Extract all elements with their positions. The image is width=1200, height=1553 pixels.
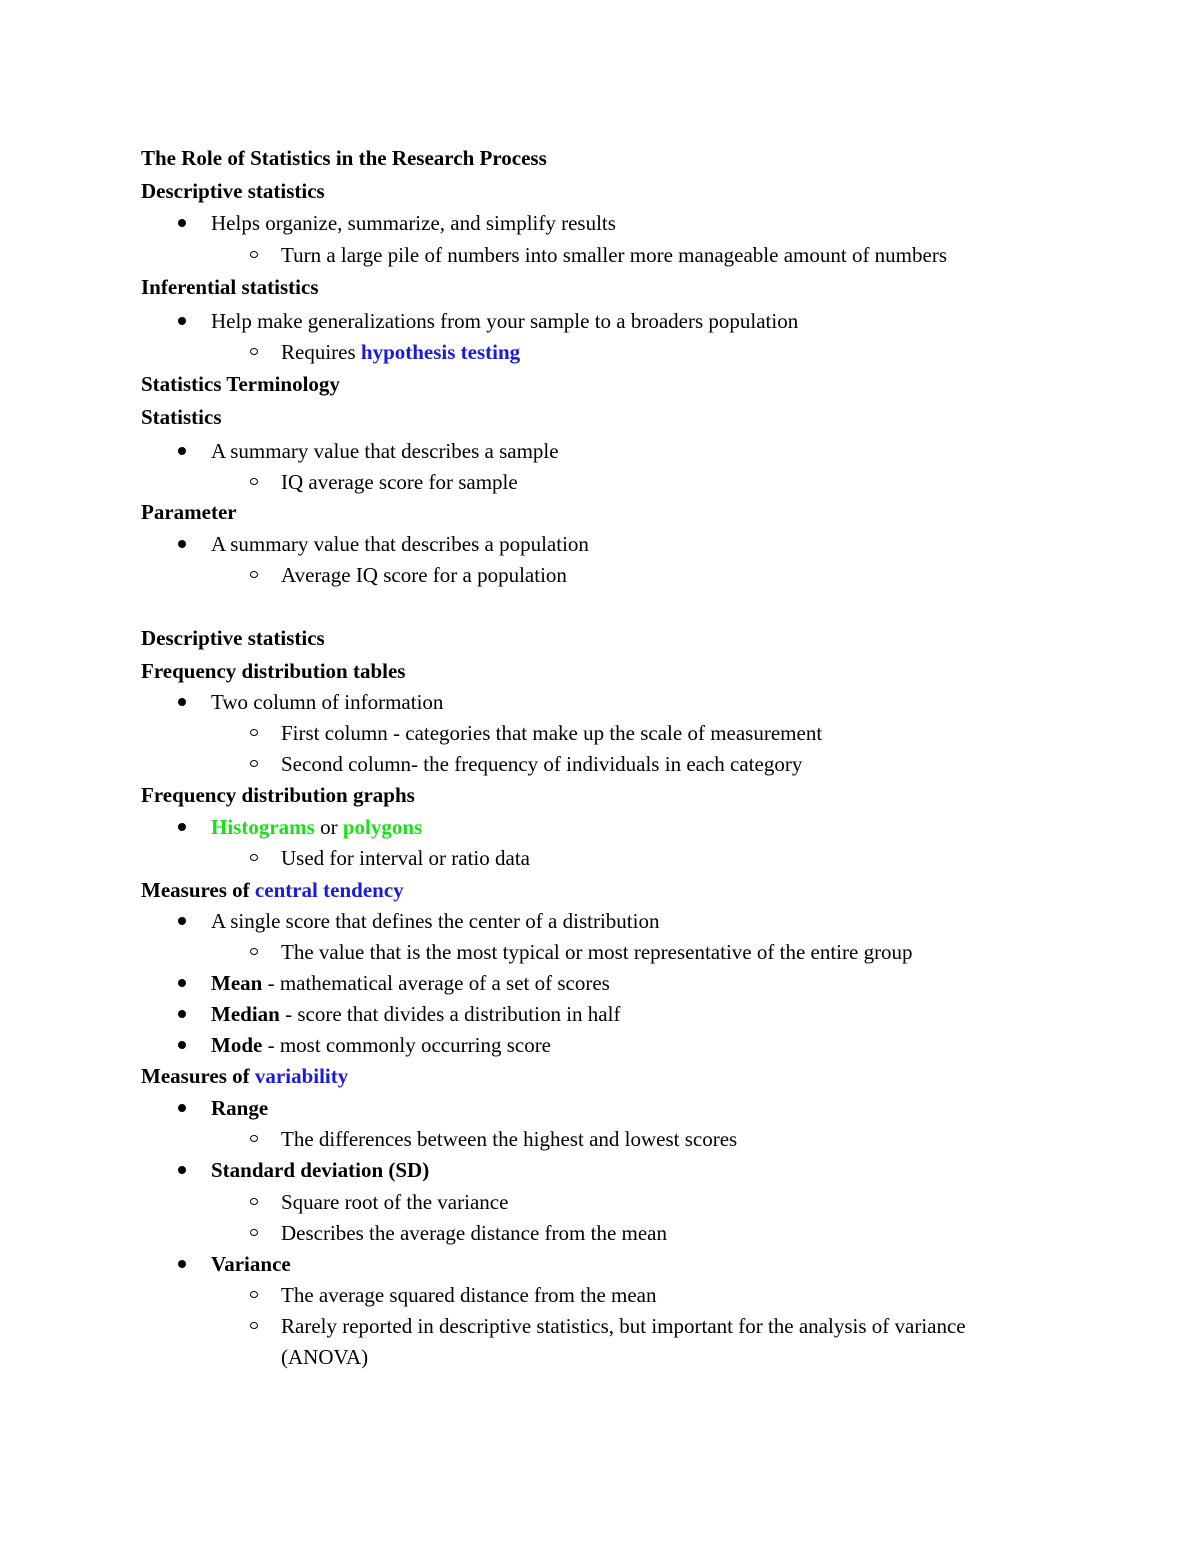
list-item: Two column of information [211,690,444,714]
list-item: Helps organize, summarize, and simplify results [211,211,616,235]
page-title: The Role of Statistics in the Research Process [141,146,547,170]
bullet-circle [250,729,258,736]
bullet-circle [250,1198,258,1205]
list-subitem: Second column- the frequency of individuals in each category [281,752,803,776]
list-subitem [281,339,520,365]
list-subitem: The differences between the highest and lowest scores [281,1127,738,1151]
bullet-dot [178,1041,186,1049]
bullet-circle [250,1229,258,1236]
bullet-circle [250,1291,258,1298]
heading-descriptive-statistics: Descriptive statistics [141,179,325,203]
bullet-circle [250,760,258,767]
heading-central-tendency [141,877,404,903]
list-item: A summary value that describes a sample [211,439,559,463]
list-item-range: Range [211,1096,269,1120]
list-subitem-continuation: (ANOVA) [281,1345,369,1369]
list-subitem: Square root of the variance [281,1190,509,1214]
list-subitem: Average IQ score for a population [281,563,567,587]
mean-term: Mean [211,971,263,995]
bullet-circle [250,1322,258,1329]
median-definition: - score that divides a distribution in half [279,1002,621,1026]
heading-frequency-distribution-graphs: Frequency distribution graphs [141,783,415,807]
heading-descriptive-statistics-2: Descriptive statistics [141,626,325,650]
bullet-dot [178,917,186,925]
bullet-circle [250,478,258,485]
mode-term: Mode [211,1033,263,1057]
list-subitem: First column - categories that make up the scale of measurement [281,721,823,745]
hypothesis-testing-link[interactable]: hypothesis testing [360,340,521,364]
or-text: or [314,815,343,839]
histograms-term: Histograms [211,815,315,839]
bullet-dot [178,540,186,548]
bullet-circle [250,854,258,861]
list-item-median [211,1001,620,1027]
list-item: Help make generalizations from your sample to a broaders population [211,309,799,333]
bullet-dot [178,823,186,831]
bullet-circle [250,571,258,578]
bullet-dot [178,1010,186,1018]
list-item-mode [211,1032,551,1058]
heading-frequency-distribution-tables: Frequency distribution tables [141,659,406,683]
list-subitem: Rarely reported in descriptive statistics, but important for the analysis of variance [281,1314,966,1338]
heading-prefix: Measures of [141,1064,255,1088]
list-subitem: Turn a large pile of numbers into smaller more manageable amount of numbers [281,243,948,267]
list-item-variance: Variance [211,1252,291,1276]
list-subitem: The average squared distance from the mean [281,1283,657,1307]
bullet-circle [250,348,258,355]
bullet-dot [178,698,186,706]
list-item [211,814,422,840]
bullet-dot [178,317,186,325]
heading-statistics: Statistics [141,405,222,429]
mode-definition: - most commonly occurring score [262,1033,552,1057]
subitem-prefix: Requires [281,340,361,364]
heading-statistics-terminology: Statistics Terminology [141,372,340,396]
heading-variability [141,1063,348,1089]
bullet-dot [178,219,186,227]
bullet-dot [178,979,186,987]
heading-prefix: Measures of [141,878,255,902]
list-subitem: Describes the average distance from the mean [281,1221,667,1245]
list-item-mean [211,970,610,996]
central-tendency-link[interactable]: central tendency [254,878,404,902]
bullet-circle [250,251,258,258]
list-subitem: Used for interval or ratio data [281,846,530,870]
heading-parameter: Parameter [141,500,237,524]
list-subitem: The value that is the most typical or most representative of the entire group [281,940,913,964]
mean-definition: - mathematical average of a set of scores [262,971,610,995]
list-item: A single score that defines the center of a distribution [211,909,660,933]
median-term: Median [211,1002,280,1026]
list-item: A summary value that describes a population [211,532,589,556]
bullet-dot [178,1104,186,1112]
bullet-circle [250,1135,258,1142]
bullet-circle [250,948,258,955]
bullet-dot [178,1260,186,1268]
polygons-term: polygons [342,815,423,839]
bullet-dot [178,447,186,455]
variability-link[interactable]: variability [254,1064,349,1088]
bullet-dot [178,1166,186,1174]
heading-inferential-statistics: Inferential statistics [141,275,319,299]
list-subitem: IQ average score for sample [281,470,518,494]
list-item-standard-deviation: Standard deviation (SD) [211,1158,430,1182]
